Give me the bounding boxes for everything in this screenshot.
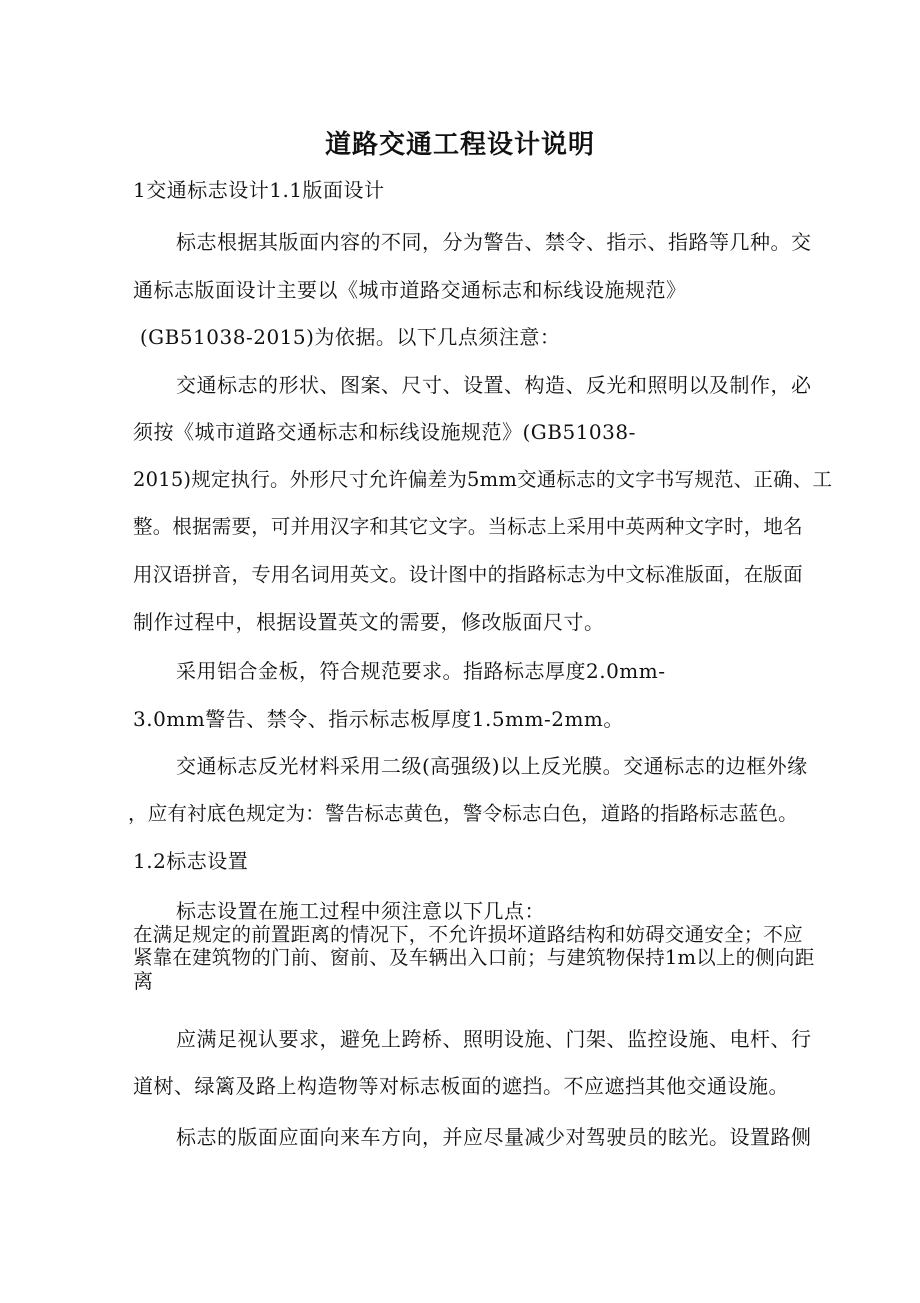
paragraph-line: 紧靠在建筑物的门前、窗前、及车辆出入口前；与建筑物保持1m以上的侧向距 [133, 946, 815, 969]
paragraph-line: 标志的版面应面向来车方向，并应尽量减少对驾驶员的眩光。设置路侧 [176, 1125, 812, 1149]
paragraph-line: 制作过程中，根据设置英文的需要，修改版面尺寸。 [133, 610, 605, 634]
paragraph-line: 2015)规定执行。外形尺寸允许偏差为5mm交通标志的文字书写规范、正确、工 [133, 468, 833, 491]
paragraph-line: 通标志版面设计主要以《城市道路交通标志和标线设施规范》 [133, 278, 687, 302]
paragraph-line: 标志根据其版面内容的不同，分为警告、禁令、指示、指路等几种。交 [176, 230, 812, 254]
paragraph-line: 标志设置在施工过程中须注意以下几点： [176, 899, 545, 923]
paragraph-line: 用汉语拼音，专用名词用英文。设计图中的指路标志为中文标准版面，在版面 [133, 563, 803, 586]
paragraph-line: 3.0mm警告、禁令、指示标志板厚度1.5mm-2mm。 [133, 707, 624, 731]
document-title: 道路交通工程设计说明 [324, 130, 595, 160]
paragraph-line: 采用铝合金板，符合规范要求。指路标志厚度2.0mm- [176, 659, 666, 683]
paragraph-line: 须按《城市道路交通标志和标线设施规范》(GB51038- [133, 420, 636, 444]
section-heading: 1交通标志设计1.1版面设计 [133, 178, 385, 202]
paragraph-line: (GB51038-2015)为依据。以下几点须注意： [133, 325, 561, 349]
paragraph-line: 交通标志的形状、图案、尺寸、设置、构造、反光和照明以及制作，必 [176, 373, 812, 397]
paragraph-line: 离 [133, 969, 154, 993]
paragraph-line: ，应有衬底色规定为：警告标志黄色，警令标志白色，道路的指路标志蓝色。 [128, 802, 798, 825]
paragraph-line: 应满足视认要求，避免上跨桥、照明设施、门架、监控设施、电杆、行 [176, 1027, 812, 1051]
paragraph-line: 整。根据需要，可并用汉字和其它文字。当标志上采用中英两种文字时，地名 [133, 515, 803, 538]
paragraph-line: 道树、绿篱及路上构造物等对标志板面的遮挡。不应遮挡其他交通设施。 [133, 1074, 789, 1098]
section-heading: 1.2标志设置 [133, 849, 249, 873]
paragraph-line: 交通标志反光材料采用二级(高强级)以上反光膜。交通标志的边框外缘 [176, 754, 808, 778]
paragraph-line: 在满足规定的前置距离的情况下，不允许损坏道路结构和妨碍交通安全；不应 [133, 923, 803, 946]
